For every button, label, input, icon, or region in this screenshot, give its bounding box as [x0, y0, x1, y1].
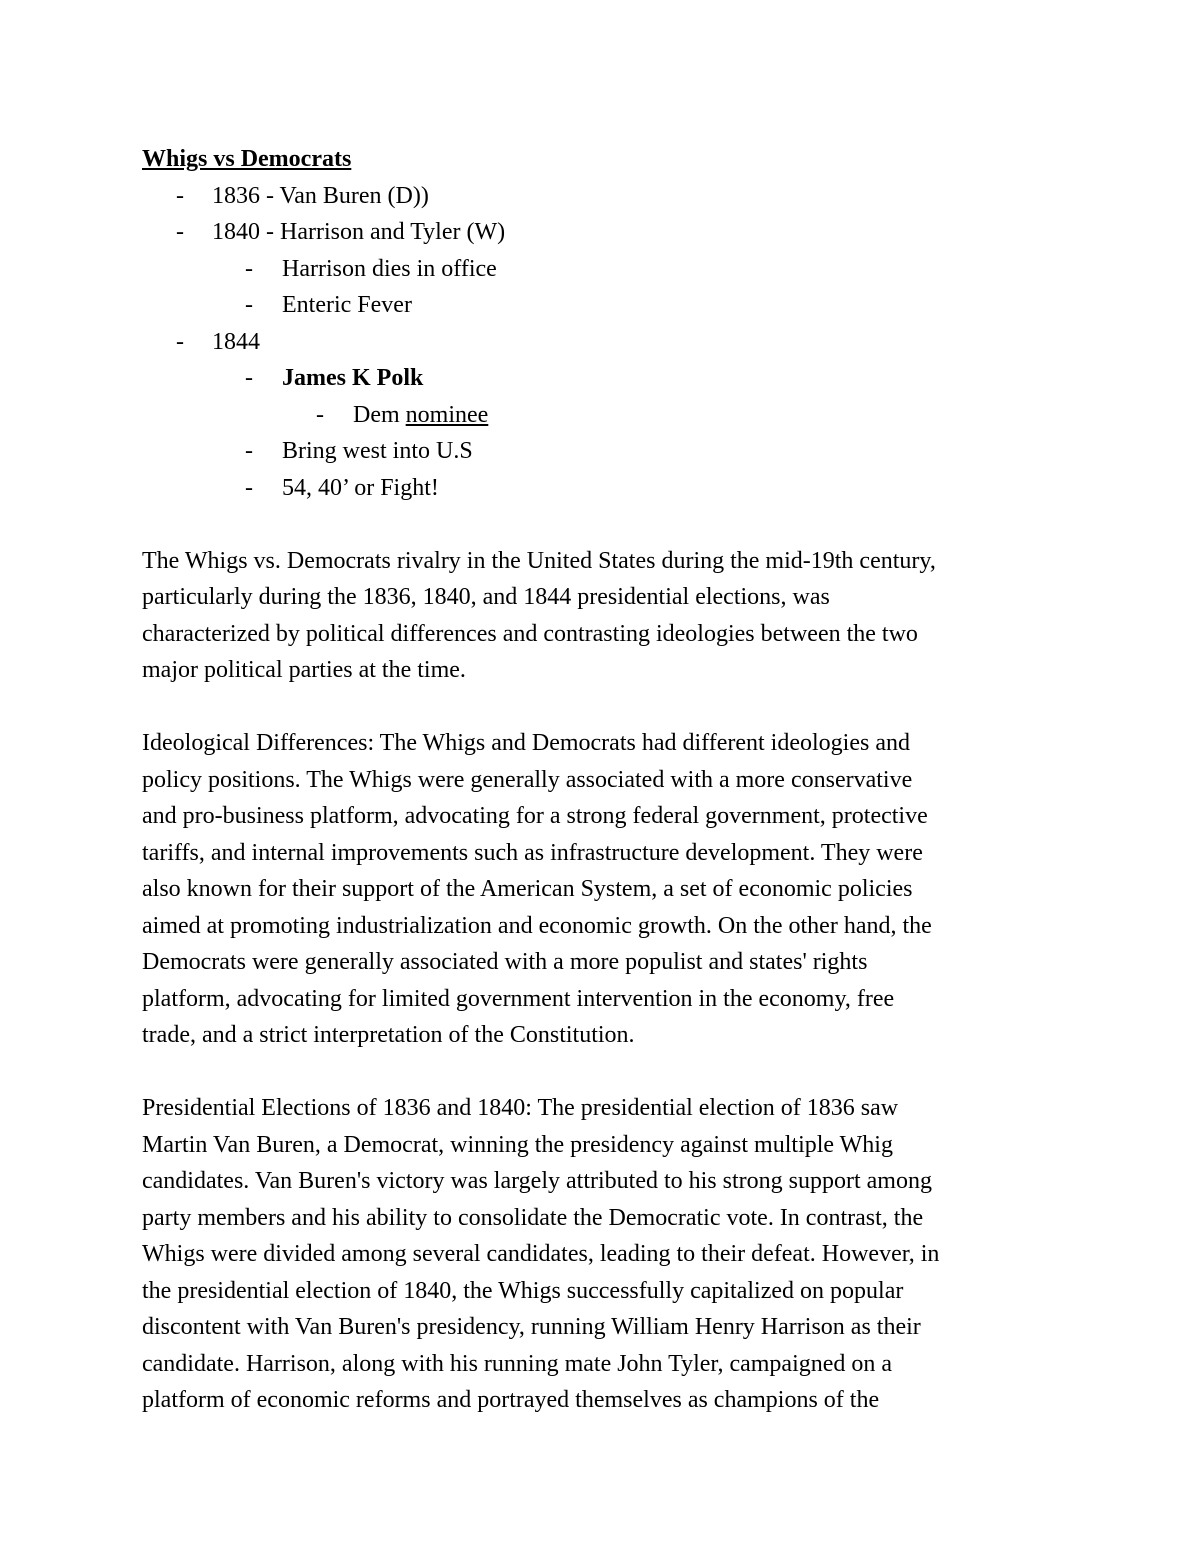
notes-title: Whigs vs Democrats [142, 146, 352, 172]
list-item-text: Harrison dies in office [282, 255, 497, 282]
list-item-underlined-text: nominee [405, 401, 489, 428]
paragraph-line: Presidential Elections of 1836 and 1840: The presidential election of 1836 saw [142, 1095, 899, 1121]
paragraph-line: tariffs, and internal improvements such as infrastructure development. They were [142, 839, 923, 866]
list-item [142, 324, 1062, 361]
bullet-dash: - [176, 182, 184, 209]
list-item [142, 433, 1062, 470]
paragraph-line: characterized by political differences and contrasting ideologies between the two [142, 620, 918, 647]
paragraph-line: candidate. Harrison, along with his running mate John Tyler, campaigned on a [142, 1350, 893, 1377]
list-item-text: Dem [353, 401, 406, 428]
list-item-text: 1840 - Harrison and Tyler (W) [212, 219, 506, 245]
bullet-dash: - [245, 292, 253, 318]
paragraph-line: Whigs were divided among several candidates, leading to their defeat. However, in [142, 1241, 940, 1267]
paragraph-line: the presidential election of 1840, the Whigs successfully capitalized on popular [142, 1277, 904, 1304]
list-item [142, 251, 1062, 288]
bullet-dash: - [245, 255, 253, 282]
document-page [142, 141, 1062, 1419]
list-item [142, 178, 1062, 215]
paragraph-line: aimed at promoting industrialization and economic growth. On the other hand, the [142, 912, 932, 939]
list-item [142, 470, 1062, 507]
paragraph-ideological-differences [142, 725, 1062, 1054]
paragraph-line: platform, advocating for limited government intervention in the economy, free [142, 985, 895, 1012]
paragraph-line: party members and his ability to consolidate the Democratic vote. In contrast, the [142, 1204, 924, 1231]
list-item [142, 287, 1062, 324]
paragraph-line: particularly during the 1836, 1840, and 1844 presidential elections, was [142, 584, 830, 610]
bullet-dash: - [245, 474, 253, 501]
paragraph-line: discontent with Van Buren's presidency, running William Henry Harrison as their [142, 1314, 921, 1340]
paragraph-line: Martin Van Buren, a Democrat, winning the presidency against multiple Whig [142, 1131, 893, 1158]
bullet-dash: - [176, 328, 184, 355]
list-item-text: James K Polk [282, 365, 424, 391]
paragraph-intro [142, 543, 1062, 689]
list-item [142, 360, 1062, 397]
list-item-text: 1836 - Van Buren (D)) [212, 182, 429, 209]
paragraph-line: major political parties at the time. [142, 657, 466, 683]
bullet-dash: - [176, 219, 184, 245]
bullet-dash: - [245, 365, 253, 391]
list-item [142, 397, 1062, 434]
list-item-text: Bring west into U.S [282, 438, 473, 464]
notes-outline [142, 178, 1062, 507]
paragraph-line: trade, and a strict interpretation of the Constitution. [142, 1022, 635, 1048]
paragraph-line: platform of economic reforms and portrayed themselves as champions of the [142, 1387, 880, 1413]
paragraph-line: also known for their support of the American System, a set of economic policies [142, 876, 913, 902]
bullet-dash: - [316, 401, 324, 428]
paragraph-line: Ideological Differences: The Whigs and Democrats had different ideologies and [142, 730, 910, 756]
paragraph-presidential-elections [142, 1090, 1062, 1419]
paragraph-line: and pro-business platform, advocating for a strong federal government, protective [142, 803, 928, 829]
list-item-text: 1844 [212, 328, 260, 355]
paragraph-line: Democrats were generally associated with a more populist and states' rights [142, 949, 868, 975]
bullet-dash: - [245, 438, 253, 464]
paragraph-line: candidates. Van Buren's victory was largely attributed to his strong support among [142, 1168, 932, 1194]
list-item-text: Enteric Fever [282, 292, 412, 318]
paragraph-line: policy positions. The Whigs were generally associated with a more conservative [142, 766, 913, 793]
list-item-text: 54, 40’ or Fight! [282, 474, 439, 501]
paragraph-line: The Whigs vs. Democrats rivalry in the United States during the mid-19th century, [142, 547, 936, 574]
list-item [142, 214, 1062, 251]
